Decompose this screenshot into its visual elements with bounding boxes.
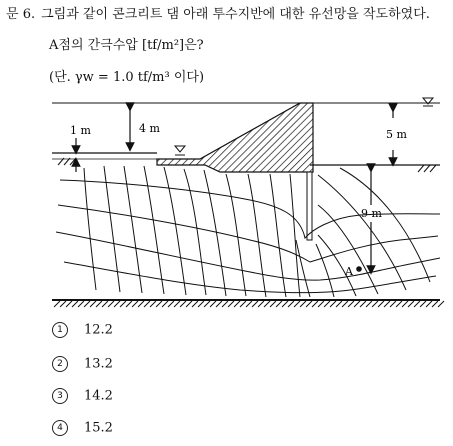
concrete-dam [157,103,313,172]
choice-3[interactable] [52,388,113,404]
point-A-label: A [345,265,353,278]
choice-value: 12.2 [84,322,113,338]
dim-label-4m: 4 m [139,122,160,135]
question-text: 그림과 같이 콘크리트 댐 아래 투수지반에 대한 유선망을 작도하였다. [41,7,430,22]
choice-marker: 1 [52,322,68,338]
choice-value: 14.2 [84,388,113,404]
question-line-3: (단. γw = 1.0 tf/m³ 이다) [49,70,205,85]
choice-marker: 4 [52,420,68,436]
choice-4[interactable] [52,420,113,436]
dim-label-1m: 1 m [70,124,91,137]
choice-2[interactable] [52,356,113,372]
point-A [356,266,362,272]
sheet-pile [307,172,312,240]
choice-marker: 2 [52,356,68,372]
choice-1[interactable] [52,322,113,338]
equipotential-lines [84,166,430,297]
choice-value: 15.2 [84,420,113,436]
choice-value: 13.2 [84,356,113,372]
choice-marker: 3 [52,388,68,404]
dim-label-9m: 9 m [361,207,382,220]
flow-lines [56,180,440,293]
dim-label-5m: 5 m [386,128,407,141]
question-number: 문 6. [6,7,36,22]
question-line-2: A점의 간극수압 [tf/m²]은? [49,38,204,53]
water-level-marker-mid [175,146,185,152]
